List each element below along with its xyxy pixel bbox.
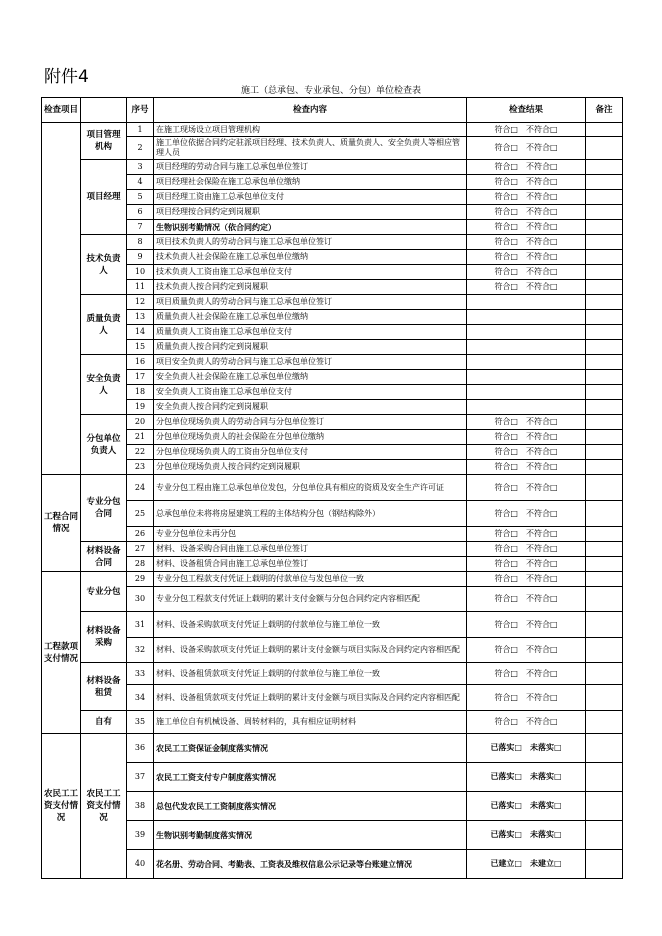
remark-cell: [586, 475, 623, 501]
content-cell: 质量负责人社会保险在施工总承包单位缴纳: [154, 310, 467, 325]
result-cell[interactable]: 符合□ 不符合□: [467, 235, 586, 250]
content-cell: 在施工现场设立项目管理机构: [154, 123, 467, 137]
table-row: [42, 160, 623, 175]
content-cell: 项目经理社会保险在施工总承包单位缴纳: [154, 175, 467, 190]
group-contract: 工程合同情况: [42, 475, 81, 572]
result-cell[interactable]: [467, 295, 586, 310]
result-cell[interactable]: 符合□ 不符合□: [467, 160, 586, 175]
result-cell[interactable]: 符合□ 不符合□: [467, 685, 586, 711]
table-row: [42, 557, 623, 572]
content-cell: 项目经理按合同约定到岗履职: [154, 205, 467, 220]
attachment-label: 附件4: [44, 67, 89, 87]
sub-project-management: 项目管理机构: [81, 123, 127, 160]
result-cell[interactable]: 已落实□ 未落实□: [467, 821, 586, 850]
remark-cell: [586, 280, 623, 295]
content-cell: 专业分包工程款支付凭证上载明的累计支付金额与分包合同约定内容相匹配: [154, 587, 467, 612]
table-row: [42, 340, 623, 355]
content-cell: 项目技术负责人的劳动合同与施工总承包单位签订: [154, 235, 467, 250]
sub-wages: 农民工工资支付情况: [81, 734, 127, 879]
table-row: [42, 475, 623, 501]
remark-cell: [586, 310, 623, 325]
result-cell[interactable]: 已落实□ 未落实□: [467, 734, 586, 763]
remark-cell: [586, 445, 623, 460]
table-row: [42, 430, 623, 445]
remark-cell: [586, 265, 623, 280]
table-row: [42, 445, 623, 460]
seq-cell: 40: [127, 850, 154, 879]
seq-cell: 10: [127, 265, 154, 280]
result-cell[interactable]: 符合□ 不符合□: [467, 205, 586, 220]
remark-cell: [586, 821, 623, 850]
table-row: [42, 711, 623, 734]
remark-cell: [586, 190, 623, 205]
header-seq: 序号: [127, 98, 154, 123]
remark-cell: [586, 557, 623, 572]
inspection-table: [41, 97, 623, 879]
result-cell[interactable]: [467, 370, 586, 385]
remark-cell: [586, 638, 623, 663]
group-payment: 工程款项支付情况: [42, 572, 81, 734]
seq-cell: 23: [127, 460, 154, 475]
content-cell: 生物识别考勤制度落实情况: [154, 821, 467, 850]
table-row: [42, 850, 623, 879]
result-cell[interactable]: 已落实□ 未落实□: [467, 792, 586, 821]
content-cell: 专业分包单位未再分包: [154, 527, 467, 542]
table-row: [42, 190, 623, 205]
remark-cell: [586, 250, 623, 265]
remark-cell: [586, 711, 623, 734]
seq-cell: 35: [127, 711, 154, 734]
result-cell[interactable]: 符合□ 不符合□: [467, 501, 586, 527]
table-row: [42, 460, 623, 475]
seq-cell: 18: [127, 385, 154, 400]
seq-cell: 11: [127, 280, 154, 295]
content-cell: 安全负责人工资由施工总承包单位支付: [154, 385, 467, 400]
content-cell: 生物识别考勤情况（依合同约定）: [154, 220, 467, 235]
result-cell[interactable]: 符合□ 不符合□: [467, 542, 586, 557]
content-cell: 施工单位依据合同约定驻派项目经理、技术负责人、质量负责人、安全负责人等相应管理人员: [154, 137, 467, 160]
seq-cell: 27: [127, 542, 154, 557]
remark-cell: [586, 430, 623, 445]
result-cell[interactable]: 符合□ 不符合□: [467, 430, 586, 445]
seq-cell: 33: [127, 663, 154, 685]
result-cell[interactable]: 符合□ 不符合□: [467, 265, 586, 280]
content-cell: 专业分包工程款支付凭证上载明的付款单位与发包单位一致: [154, 572, 467, 587]
table-row: [42, 587, 623, 612]
seq-cell: 28: [127, 557, 154, 572]
result-cell[interactable]: 符合□ 不符合□: [467, 557, 586, 572]
remark-cell: [586, 385, 623, 400]
seq-cell: 32: [127, 638, 154, 663]
seq-cell: 30: [127, 587, 154, 612]
remark-cell: [586, 527, 623, 542]
remark-cell: [586, 137, 623, 160]
table-row: [42, 400, 623, 415]
result-cell[interactable]: 符合□ 不符合□: [467, 250, 586, 265]
sub-specialty: 专业分包: [81, 572, 127, 612]
remark-cell: [586, 542, 623, 557]
content-cell: 总包代发农民工工资制度落实情况: [154, 792, 467, 821]
content-cell: 技术负责人工资由施工总承包单位支付: [154, 265, 467, 280]
content-cell: 材料、设备采购款项支付凭证上载明的付款单位与施工单位一致: [154, 612, 467, 638]
content-cell: 材料、设备采购款项支付凭证上载明的累计支付金额与项目实际及合同约定内容相匹配: [154, 638, 467, 663]
remark-cell: [586, 123, 623, 137]
seq-cell: 2: [127, 137, 154, 160]
remark-cell: [586, 175, 623, 190]
table-row: [42, 370, 623, 385]
seq-cell: 37: [127, 763, 154, 792]
seq-cell: 31: [127, 612, 154, 638]
content-cell: 项目经理工资由施工总承包单位支付: [154, 190, 467, 205]
seq-cell: 4: [127, 175, 154, 190]
result-cell[interactable]: 符合□ 不符合□: [467, 572, 586, 587]
seq-cell: 14: [127, 325, 154, 340]
content-cell: 材料、设备租赁合同由施工总承包单位签订: [154, 557, 467, 572]
table-row: [42, 220, 623, 235]
table-row: [42, 763, 623, 792]
table-row: [42, 527, 623, 542]
result-cell[interactable]: 符合□ 不符合□: [467, 137, 586, 160]
remark-cell: [586, 340, 623, 355]
content-cell: 施工单位自有机械设备、周转材料的，具有相应证明材料: [154, 711, 467, 734]
content-cell: 安全负责人按合同约定到岗履职: [154, 400, 467, 415]
sub-materials-lease: 材料设备租赁: [81, 663, 127, 711]
table-row: [42, 280, 623, 295]
seq-cell: 15: [127, 340, 154, 355]
result-cell[interactable]: 符合□ 不符合□: [467, 415, 586, 430]
remark-cell: [586, 235, 623, 250]
result-cell[interactable]: 符合□ 不符合□: [467, 280, 586, 295]
result-cell[interactable]: [467, 400, 586, 415]
content-cell: 质量负责人按合同约定到岗履职: [154, 340, 467, 355]
remark-cell: [586, 355, 623, 370]
table-row: [42, 295, 623, 310]
table-row: [42, 792, 623, 821]
table-row: [42, 123, 623, 137]
result-cell[interactable]: 符合□ 不符合□: [467, 663, 586, 685]
content-cell: 技术负责人按合同约定到岗履职: [154, 280, 467, 295]
result-cell[interactable]: 符合□ 不符合□: [467, 638, 586, 663]
content-cell: 花名册、劳动合同、考勤表、工资表及维权信息公示记录等台账建立情况: [154, 850, 467, 879]
content-cell: 分包单位现场负责人按合同约定到岗履职: [154, 460, 467, 475]
seq-cell: 38: [127, 792, 154, 821]
content-cell: 项目质量负责人的劳动合同与施工总承包单位签订: [154, 295, 467, 310]
seq-cell: 19: [127, 400, 154, 415]
remark-cell: [586, 572, 623, 587]
remark-cell: [586, 792, 623, 821]
content-cell: 质量负责人工资由施工总承包单位支付: [154, 325, 467, 340]
table-row: [42, 265, 623, 280]
remark-cell: [586, 501, 623, 527]
remark-cell: [586, 734, 623, 763]
seq-cell: 1: [127, 123, 154, 137]
table-row: [42, 137, 623, 160]
result-cell[interactable]: 符合□ 不符合□: [467, 711, 586, 734]
sub-quality-lead: 质量负责人: [81, 295, 127, 355]
table-row: [42, 685, 623, 711]
result-cell[interactable]: 已落实□ 未落实□: [467, 763, 586, 792]
result-cell[interactable]: [467, 310, 586, 325]
remark-cell: [586, 220, 623, 235]
table-row: [42, 250, 623, 265]
remark-cell: [586, 587, 623, 612]
content-cell: 安全负责人社会保险在施工总承包单位缴纳: [154, 370, 467, 385]
seq-cell: 20: [127, 415, 154, 430]
content-cell: 农民工工资保证金制度落实情况: [154, 734, 467, 763]
content-cell: 材料、设备采购合同由施工总承包单位签订: [154, 542, 467, 557]
table-row: [42, 821, 623, 850]
result-cell[interactable]: 符合□ 不符合□: [467, 527, 586, 542]
result-cell[interactable]: 符合□ 不符合□: [467, 123, 586, 137]
seq-cell: 7: [127, 220, 154, 235]
content-cell: 项目安全负责人的劳动合同与施工总承包单位签订: [154, 355, 467, 370]
header-item-sub: [81, 98, 127, 123]
content-cell: 技术负责人社会保险在施工总承包单位缴纳: [154, 250, 467, 265]
result-cell[interactable]: 符合□ 不符合□: [467, 612, 586, 638]
result-cell[interactable]: 符合□ 不符合□: [467, 445, 586, 460]
table-row: [42, 355, 623, 370]
content-cell: 专业分包工程由施工总承包单位发包，分包单位具有相应的资质及安全生产许可证: [154, 475, 467, 501]
table-row: [42, 385, 623, 400]
sub-specialty-subcontract: 专业分包合同: [81, 475, 127, 542]
result-cell[interactable]: 符合□ 不符合□: [467, 190, 586, 205]
table-row: [42, 501, 623, 527]
sub-technical-lead: 技术负责人: [81, 235, 127, 295]
result-cell[interactable]: 已建立□ 未建立□: [467, 850, 586, 879]
content-cell: 分包单位现场负责人的劳动合同与分包单位签订: [154, 415, 467, 430]
result-cell[interactable]: [467, 340, 586, 355]
remark-cell: [586, 160, 623, 175]
seq-cell: 39: [127, 821, 154, 850]
remark-cell: [586, 295, 623, 310]
content-cell: 分包单位现场负责人的工资由分包单位支付: [154, 445, 467, 460]
sub-project-manager: 项目经理: [81, 160, 127, 235]
table-row: [42, 612, 623, 638]
seq-cell: 26: [127, 527, 154, 542]
seq-cell: 8: [127, 235, 154, 250]
result-cell[interactable]: 符合□ 不符合□: [467, 175, 586, 190]
seq-cell: 12: [127, 295, 154, 310]
table-row: [42, 542, 623, 557]
seq-cell: 21: [127, 430, 154, 445]
seq-cell: 25: [127, 501, 154, 527]
header-row: [42, 98, 623, 123]
group-wages: 农民工工资支付情况: [42, 734, 81, 879]
table-row: [42, 572, 623, 587]
content-cell: 农民工工资支付专户制度落实情况: [154, 763, 467, 792]
table-title: 施工（总承包、专业承包、分包）单位检查表: [240, 86, 421, 96]
remark-cell: [586, 400, 623, 415]
remark-cell: [586, 663, 623, 685]
remark-cell: [586, 415, 623, 430]
result-cell[interactable]: [467, 325, 586, 340]
header-result: 检查结果: [467, 98, 586, 123]
sub-materials-contract: 材料设备合同: [81, 542, 127, 572]
remark-cell: [586, 370, 623, 385]
result-cell[interactable]: 符合□ 不符合□: [467, 220, 586, 235]
seq-cell: 6: [127, 205, 154, 220]
seq-cell: 17: [127, 370, 154, 385]
remark-cell: [586, 460, 623, 475]
seq-cell: 9: [127, 250, 154, 265]
seq-cell: 3: [127, 160, 154, 175]
sub-owned: 自有: [81, 711, 127, 734]
remark-cell: [586, 325, 623, 340]
header-content: 检查内容: [154, 98, 467, 123]
content-cell: 项目经理的劳动合同与施工总承包单位签订: [154, 160, 467, 175]
group-cell-personnel: [42, 123, 81, 475]
result-cell[interactable]: 符合□ 不符合□: [467, 460, 586, 475]
seq-cell: 29: [127, 572, 154, 587]
table-row: [42, 310, 623, 325]
table-row: [42, 734, 623, 763]
remark-cell: [586, 205, 623, 220]
table-row: [42, 415, 623, 430]
result-cell[interactable]: 符合□ 不符合□: [467, 587, 586, 612]
header-item: 检查项目: [42, 98, 81, 123]
result-cell[interactable]: 符合□ 不符合□: [467, 475, 586, 501]
seq-cell: 5: [127, 190, 154, 205]
remark-cell: [586, 763, 623, 792]
table-row: [42, 663, 623, 685]
content-cell: 分包单位现场负责人的社会保险在分包单位缴纳: [154, 430, 467, 445]
table-row: [42, 205, 623, 220]
remark-cell: [586, 850, 623, 879]
seq-cell: 24: [127, 475, 154, 501]
seq-cell: 13: [127, 310, 154, 325]
sub-safety-lead: 安全负责人: [81, 355, 127, 415]
table-row: [42, 638, 623, 663]
content-cell: 总承包单位未将将房屋建筑工程的主体结构分包（钢结构除外）: [154, 501, 467, 527]
result-cell[interactable]: [467, 355, 586, 370]
header-remark: 备注: [586, 98, 623, 123]
sub-subcontractor-lead: 分包单位负责人: [81, 415, 127, 475]
content-cell: 材料、设备租赁款项支付凭证上载明的付款单位与施工单位一致: [154, 663, 467, 685]
sub-materials-purchase: 材料设备采购: [81, 612, 127, 663]
table-row: [42, 175, 623, 190]
content-cell: 材料、设备租赁款项支付凭证上载明的累计支付金额与项目实际及合同约定内容相匹配: [154, 685, 467, 711]
seq-cell: 36: [127, 734, 154, 763]
seq-cell: 34: [127, 685, 154, 711]
result-cell[interactable]: [467, 385, 586, 400]
remark-cell: [586, 612, 623, 638]
seq-cell: 22: [127, 445, 154, 460]
table-row: [42, 235, 623, 250]
table-row: [42, 325, 623, 340]
seq-cell: 16: [127, 355, 154, 370]
remark-cell: [586, 685, 623, 711]
